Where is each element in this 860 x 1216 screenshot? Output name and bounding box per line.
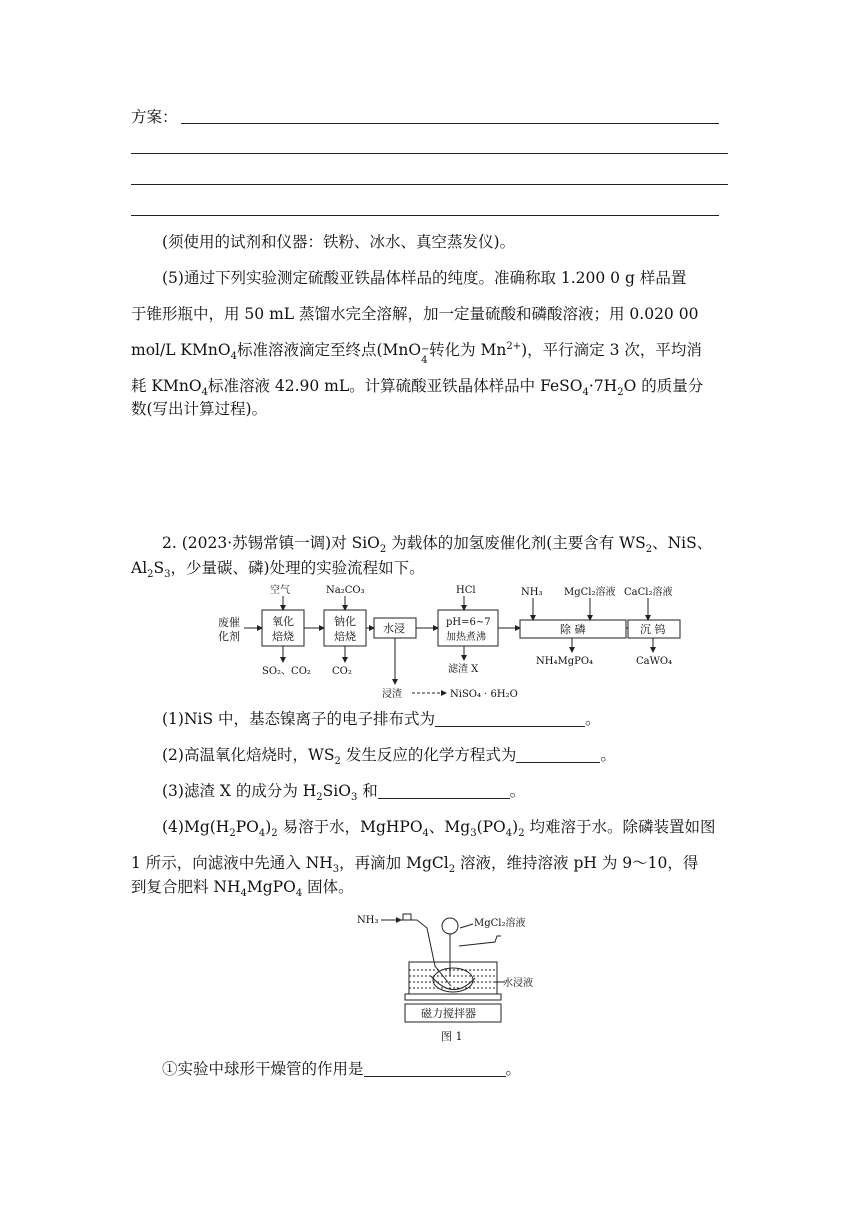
fig1-stirrer: 磁力搅拌器 — [421, 1007, 476, 1020]
q2-s4-line-3: 到复合肥料 $NH_4MgPO_4$ 固体。 — [131, 878, 354, 900]
q2-s1: (1)NiS 中，基态镍离子的电子排布式为 。 — [162, 710, 601, 728]
answer-line-1[interactable] — [181, 123, 719, 124]
flow-box1-1: 氧化 — [272, 615, 294, 628]
fig1-water: 水浸液 — [503, 978, 533, 989]
q2-s3: (3)滤渣 X 的成分为 $H_2SiO_3$ 和 。 — [162, 782, 526, 804]
flow-in4: HCl — [456, 585, 476, 596]
q2-s2: (2)高温氧化焙烧时，$WS_2$ 发生反应的化学方程式为 。 — [162, 746, 616, 768]
q2-sub1: ①实验中球形干燥管的作用是 。 — [162, 1060, 522, 1078]
q5-line-2: 于锥形瓶中，用 50 mL 蒸馏水完全溶解，加一定量硫酸和磷酸溶液；用 0.020 00 — [131, 305, 699, 323]
q2-intro-line-1: 2. (2023·苏锡常镇一调)对 SiO$_2$ 为载体的加氢废催化剂(主要含有 $WS_2$、NiS、 — [162, 534, 713, 556]
flow-product: NiSO₄ · 6H₂O — [450, 689, 518, 700]
answer-label: 方案： — [131, 108, 178, 126]
blank-sub1[interactable] — [364, 1058, 506, 1077]
flow-box2-2: 焙烧 — [334, 630, 356, 643]
flow-out1: SO₂、CO₂ — [262, 666, 311, 677]
blank-s2[interactable] — [516, 744, 600, 763]
flow-in6: CaCl₂溶液 — [624, 587, 673, 598]
flow-box2-1: 钠化 — [334, 615, 356, 628]
fig1-nh3: NH₃ — [357, 915, 379, 926]
flow-feed-1: 废催 — [218, 616, 240, 629]
flow-feed-2: 化剂 — [218, 630, 240, 643]
blank-s3[interactable] — [378, 780, 510, 799]
flow-box4-1: pH=6~7 — [446, 617, 491, 628]
flow-box5: 除 磷 — [560, 623, 586, 636]
flow-box4-2: 加热煮沸 — [446, 632, 486, 643]
flow-out6: CaWO₄ — [636, 656, 673, 667]
fig1-mgcl2: MgCl₂溶液 — [474, 918, 526, 929]
flow-out2: CO₂ — [332, 666, 352, 677]
flow-box1-2: 焙烧 — [272, 630, 294, 643]
flow-out4: 滤渣 X — [448, 664, 479, 675]
hint-text: (须使用的试剂和仪器：铁粉、冰水、真空蒸发仪)。 — [162, 233, 516, 251]
flow-in1: 空气 — [270, 585, 290, 596]
answer-line-2[interactable] — [131, 153, 728, 154]
answer-line-3[interactable] — [131, 184, 728, 185]
q5-line-3: mol/L KMnO$_4$标准溶液滴定至终点(MnO − 4 转化为 $Mn^{2+}$)，平行滴定 3 次，平均消 — [131, 340, 702, 366]
q5-line-4: 耗 KMnO$_4$标准溶液 42.90 mL。计算硫酸亚铁晶体样品中 $FeSO_4\cdot 7H_2O$ 的质量分 — [131, 377, 704, 399]
answer-line-4[interactable] — [131, 215, 719, 216]
figure-1-apparatus — [355, 906, 535, 1046]
flow-box3: 水浸 — [383, 622, 405, 635]
q5-line-1: (5)通过下列实验测定硫酸亚铁晶体样品的纯度。准确称取 1.200 0 g 样品置 — [162, 269, 687, 287]
flow-in5b: MgCl₂溶液 — [564, 587, 616, 598]
flow-out5: NH₄MgPO₄ — [536, 656, 594, 667]
flow-box6: 沉 钨 — [640, 623, 666, 636]
flow-chart — [210, 582, 690, 704]
q5-line-5: 数(写出计算过程)。 — [131, 400, 268, 418]
q2-s4-line-2: 1 所示，向滤液中先通入 $NH_3$，再滴加 MgCl$_2$ 溶液，维持溶液 pH 为 9～10，得 — [131, 854, 699, 876]
blank-s1[interactable] — [435, 708, 585, 727]
q2-intro-line-2: $Al_2S_3$，少量碳、磷)处理的实验流程如下。 — [131, 559, 425, 581]
flow-in5a: NH₃ — [521, 587, 543, 598]
flow-residue: 浸渣 — [382, 689, 402, 700]
q2-s4-line-1: $(4)Mg(H_2PO_4)_2$ 易溶于水，MgHPO$_4$、$Mg_3(PO_4)_2$ 均难溶于水。除磷装置如图 — [162, 818, 716, 840]
fig1-caption: 图 1 — [441, 1030, 463, 1043]
flow-in2: Na₂CO₃ — [326, 585, 365, 596]
